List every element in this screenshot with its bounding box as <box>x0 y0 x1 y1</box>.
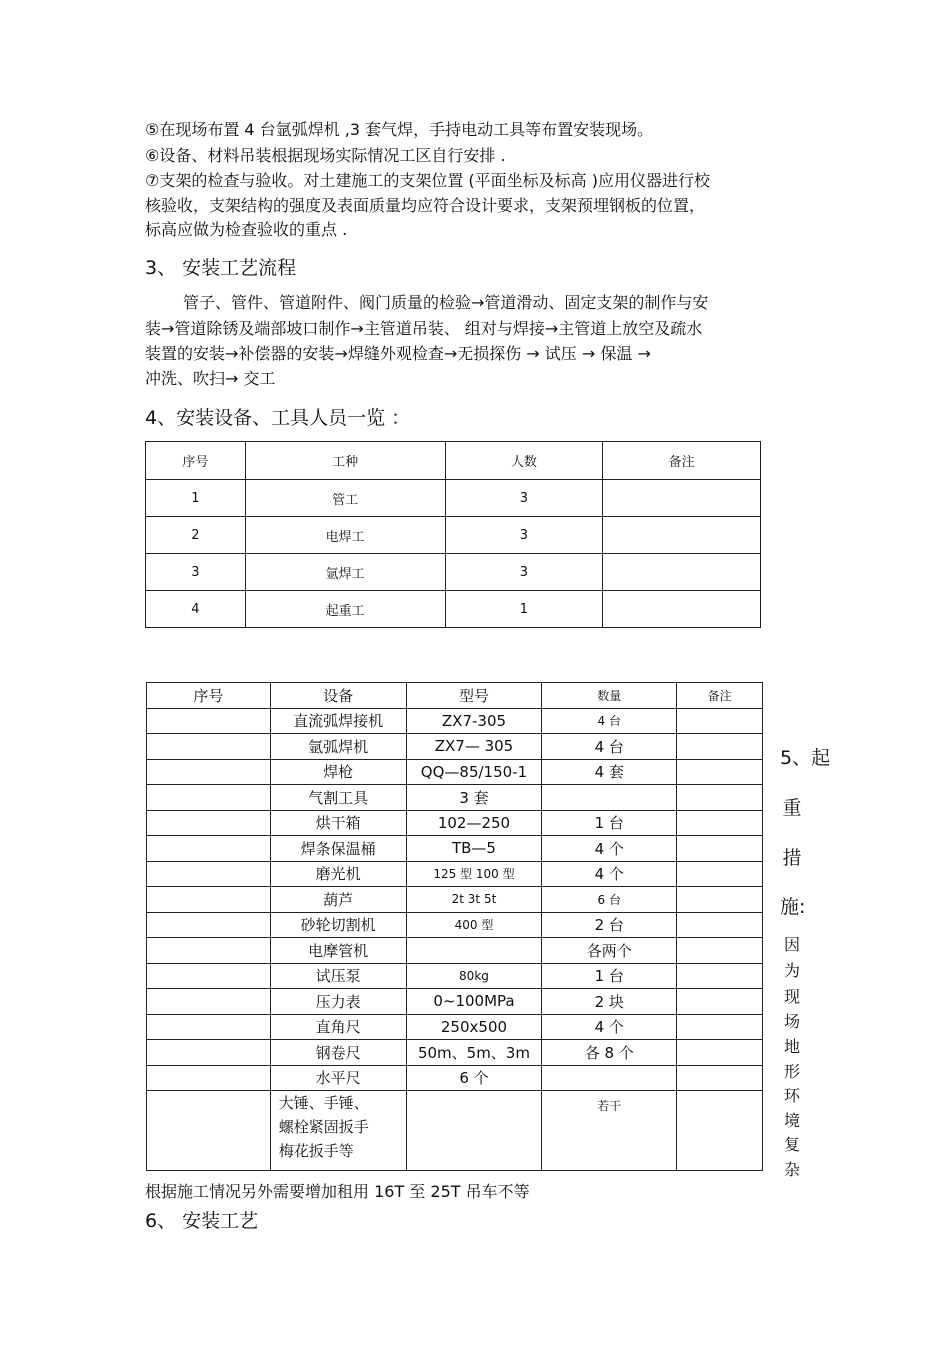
table-row <box>147 912 763 938</box>
table-cell: 3 <box>445 480 603 517</box>
process-line-2: 装→管道除锈及端部坡口制作→主管道吊装、 组对与焊接→主管道上放空及疏水 <box>145 319 703 338</box>
section-3-heading: 3、 安装工艺流程 <box>145 257 297 279</box>
header-cell: 人数 <box>445 442 603 480</box>
table-cell: 葫芦 <box>270 887 406 913</box>
table-row <box>147 708 763 734</box>
header-cell: 序号 <box>147 683 271 709</box>
table-cell <box>147 1091 271 1171</box>
table-cell <box>677 989 763 1015</box>
table-cell <box>542 785 677 811</box>
header-cell: 工种 <box>245 442 445 480</box>
section-4-heading: 4、安装设备、工具人员一览 ： <box>145 407 411 429</box>
table-cell <box>677 1091 763 1171</box>
table-row <box>147 989 763 1015</box>
table-cell <box>677 785 763 811</box>
table-cell: 钢卷尺 <box>270 1040 406 1066</box>
table-cell: 4 台 <box>542 708 677 734</box>
header-cell: 设备 <box>270 683 406 709</box>
vertical-char: 场 <box>783 1012 800 1031</box>
table-row <box>146 591 761 628</box>
table-cell: 3 套 <box>406 785 542 811</box>
vertical-char: 杂 <box>783 1160 800 1179</box>
intro-line-5: ⑤在现场布置 4 台氩弧焊机 ,3 套气焊，手持电动工具等布置安装现场。 <box>145 120 654 139</box>
process-line-4: 冲洗、吹扫→ 交工 <box>145 369 276 388</box>
vertical-char: 为 <box>783 961 800 980</box>
table-row <box>147 836 763 862</box>
table-cell: 各两个 <box>542 938 677 964</box>
table-row <box>147 1091 763 1171</box>
table-cell: 氩焊工 <box>245 554 445 591</box>
table-row <box>147 785 763 811</box>
table-cell: 80kg <box>406 963 542 989</box>
header-cell: 序号 <box>146 442 246 480</box>
vertical-char: 因 <box>783 935 800 954</box>
table-cell: 水平尺 <box>270 1065 406 1091</box>
table-cell: 3 <box>445 517 603 554</box>
table-cell: 4 个 <box>542 1014 677 1040</box>
table-cell: QQ—85/150-1 <box>406 759 542 785</box>
table-cell <box>147 963 271 989</box>
table-cell: ZX7— 305 <box>406 734 542 760</box>
table-cell: 管工 <box>245 480 445 517</box>
staff-table <box>145 441 761 628</box>
table-cell <box>406 1091 542 1171</box>
table-row <box>147 734 763 760</box>
table-cell: ZX7-305 <box>406 708 542 734</box>
table-cell <box>677 836 763 862</box>
table-cell: 起重工 <box>245 591 445 628</box>
intro-line-6: ⑥设备、材料吊装根据现场实际情况工区自行安排 . <box>145 146 506 165</box>
table-row <box>147 810 763 836</box>
table-row <box>147 1014 763 1040</box>
table-cell <box>603 517 761 554</box>
vertical-char: 复 <box>783 1135 800 1154</box>
equipment-table-body <box>147 708 763 1091</box>
table-cell: 磨光机 <box>270 861 406 887</box>
table-cell: 4 个 <box>542 836 677 862</box>
table-cell <box>603 554 761 591</box>
table-row <box>147 861 763 887</box>
equipment-table <box>146 682 763 1171</box>
table-cell: 试压泵 <box>270 963 406 989</box>
table-cell: 电焊工 <box>245 517 445 554</box>
table-cell: TB—5 <box>406 836 542 862</box>
table-cell <box>147 785 271 811</box>
table-cell <box>677 810 763 836</box>
table-cell <box>677 734 763 760</box>
table-cell: 1 <box>146 480 246 517</box>
table-cell <box>406 938 542 964</box>
table-cell: 1 台 <box>542 963 677 989</box>
table-cell <box>147 989 271 1015</box>
intro-line-7: ⑦支架的检查与验收。对土建施工的支架位置 (平面坐标及标高 )应用仪器进行校 <box>145 171 711 190</box>
table-cell: 102—250 <box>406 810 542 836</box>
table-cell: 4 <box>146 591 246 628</box>
table-cell: 砂轮切割机 <box>270 912 406 938</box>
table-cell <box>147 938 271 964</box>
table-cell <box>677 861 763 887</box>
table-row <box>146 517 761 554</box>
header-cell: 数量 <box>542 683 677 709</box>
table-cell <box>603 480 761 517</box>
table-cell: 6 台 <box>542 887 677 913</box>
table-cell: 4 套 <box>542 759 677 785</box>
header-cell: 型号 <box>406 683 542 709</box>
table-cell: 焊条保温桶 <box>270 836 406 862</box>
table-cell <box>147 1014 271 1040</box>
process-line-1: 管子、管件、管道附件、阀门质量的检验→管道滑动、固定支架的制作与安 <box>183 293 709 312</box>
table-cell: 250x500 <box>406 1014 542 1040</box>
table-cell <box>677 1065 763 1091</box>
table-cell: 电摩管机 <box>270 938 406 964</box>
table-cell <box>677 963 763 989</box>
device-line: 螺栓紧固扳手 <box>278 1118 369 1136</box>
table-row <box>147 1065 763 1091</box>
vertical-char: 重 <box>782 797 802 819</box>
table-cell: 2t 3t 5t <box>406 887 542 913</box>
table-cell: 1 台 <box>542 810 677 836</box>
table-cell: 4 台 <box>542 734 677 760</box>
table-cell: 直流弧焊接机 <box>270 708 406 734</box>
table-cell: 3 <box>445 554 603 591</box>
table-row <box>147 938 763 964</box>
vertical-char: 施: <box>780 896 806 918</box>
table-cell: 若干 <box>542 1091 677 1171</box>
table-cell: 125 型 100 型 <box>406 861 542 887</box>
table-cell <box>270 1091 406 1171</box>
table-cell: 50m、5m、3m <box>406 1040 542 1066</box>
section-5-heading: 5、起 <box>780 747 831 769</box>
vertical-char: 环 <box>783 1086 800 1105</box>
table-cell: 4 个 <box>542 861 677 887</box>
table-cell <box>147 861 271 887</box>
table-cell: 1 <box>445 591 603 628</box>
table-cell <box>677 1014 763 1040</box>
table-cell: 各 8 个 <box>542 1040 677 1066</box>
table-cell: 压力表 <box>270 989 406 1015</box>
table-row <box>146 480 761 517</box>
table-cell: 2 台 <box>542 912 677 938</box>
table-row <box>147 887 763 913</box>
table-row <box>147 1040 763 1066</box>
table-cell: 2 块 <box>542 989 677 1015</box>
table-cell <box>677 708 763 734</box>
vertical-char: 现 <box>783 987 800 1006</box>
intro-line-7-cont: 核验收，支架结构的强度及表面质量均应符合设计要求，支架预埋钢板的位置， <box>145 196 706 215</box>
table-cell: 直角尺 <box>270 1014 406 1040</box>
staff-table-header <box>146 442 761 480</box>
table-cell <box>147 1040 271 1066</box>
table-cell: 气割工具 <box>270 785 406 811</box>
equipment-table-header <box>147 683 763 709</box>
process-line-3: 装置的安装→补偿器的安装→焊缝外观检查→无损探伤 → 试压 → 保温 → <box>145 344 651 363</box>
table-row <box>146 554 761 591</box>
header-cell: 备注 <box>603 442 761 480</box>
vertical-char: 境 <box>783 1111 800 1130</box>
crane-note: 根据施工情况另外需要增加租用 16T 至 25T 吊车不等 <box>145 1182 530 1201</box>
table-cell: 焊枪 <box>270 759 406 785</box>
header-cell: 备注 <box>677 683 763 709</box>
table-cell <box>147 887 271 913</box>
table-cell <box>603 591 761 628</box>
vertical-char: 形 <box>783 1062 800 1081</box>
table-cell: 6 个 <box>406 1065 542 1091</box>
table-cell <box>147 912 271 938</box>
table-cell <box>677 938 763 964</box>
table-cell <box>677 1040 763 1066</box>
table-cell <box>677 887 763 913</box>
table-cell <box>677 759 763 785</box>
device-line: 大锤、手锤、 <box>278 1094 369 1112</box>
table-cell: 400 型 <box>406 912 542 938</box>
table-cell: 0~100MPa <box>406 989 542 1015</box>
table-cell: 氩弧焊机 <box>270 734 406 760</box>
table-cell <box>542 1065 677 1091</box>
section-6-heading: 6、 安装工艺 <box>145 1210 259 1232</box>
table-cell <box>147 810 271 836</box>
table-cell <box>147 836 271 862</box>
table-cell <box>147 734 271 760</box>
table-cell: 2 <box>146 517 246 554</box>
vertical-char: 地 <box>783 1037 800 1056</box>
device-line: 梅花扳手等 <box>278 1142 354 1160</box>
table-cell <box>147 708 271 734</box>
table-row <box>147 759 763 785</box>
table-cell <box>677 912 763 938</box>
vertical-char: 措 <box>782 847 802 869</box>
table-cell <box>147 1065 271 1091</box>
table-cell: 3 <box>146 554 246 591</box>
table-cell <box>147 759 271 785</box>
table-row <box>147 963 763 989</box>
table-cell: 烘干箱 <box>270 810 406 836</box>
intro-line-7-end: 标高应做为检查验收的重点 . <box>145 220 348 239</box>
